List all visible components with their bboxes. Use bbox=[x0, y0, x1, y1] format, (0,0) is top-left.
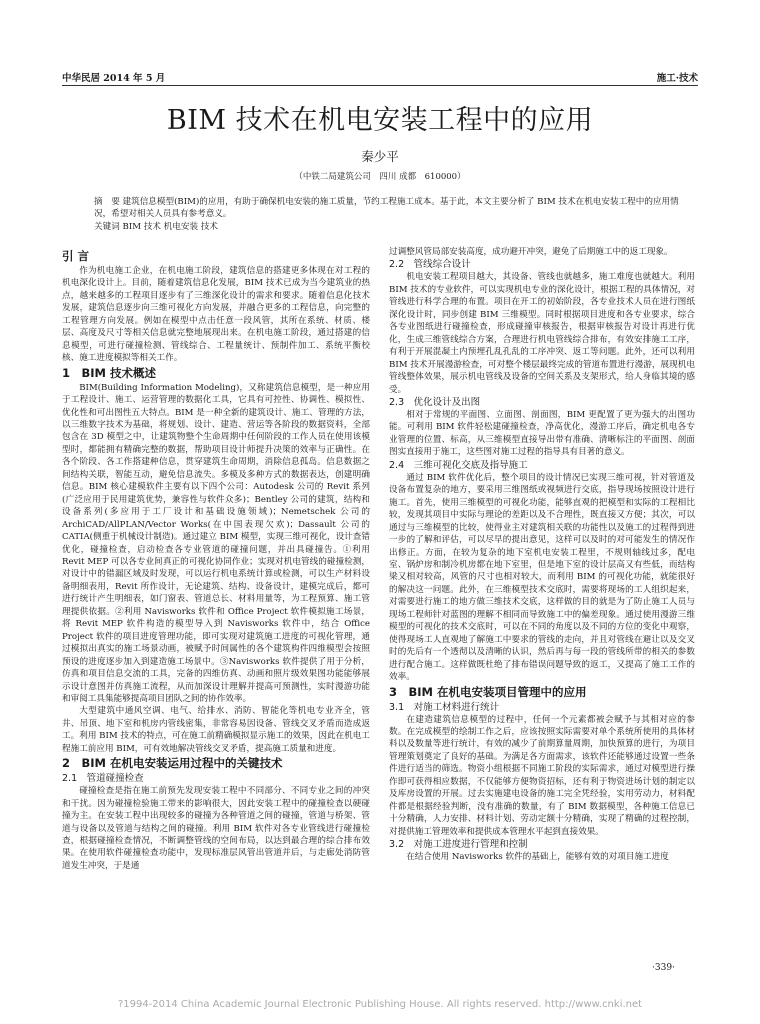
copyright-footer: ?1994-2014 China Academic Journal Electronic Publishing House. All rights reserved. http://www.cnki.net bbox=[117, 999, 643, 1010]
keywords: 关键词 BIM 技术 机电安装 技术 bbox=[94, 222, 218, 232]
subsection-heading: 2.4 三维可视化交底及指导施工 bbox=[389, 459, 528, 471]
paragraph: 在建造建筑信息模型的过程中，任何一个元素都被会赋予与其相对应的参数。在完成模型的绘制工作之后，应该按照实际需要对单个系统所使用的具体材料以及数量等进行统计，有效的减少了前期算量周期，加快预算的进行，为项目管理策划奠定了良好的基础。为满足各方面需求，该软件还能够通过设置一些条件进行适当的筛选。物资小组根据不同施工阶段的实际需求，通过对模型进行操作即可获得相应数据，不仅能够方便物资招标，还有利于物资进场计划的制定以及库房设置的开展。过去实施建电设备的施工完全凭经验，实用劳动力，材料配件都是根据经验判断，没有准确的数量，有了 BIM 数据模型，各种施工信息已十分精确，人力安排、材料计划、劳动定额十分精确，实现了精确的过程控制，对提供施工管理效率和提供成本管理水平起到直接效果。 bbox=[389, 714, 695, 837]
journal-name: 中华民居 2014 年 5 月 bbox=[62, 73, 166, 84]
paragraph: 相对于常规的平面图、立面图、剖面图，BIM 更配置了更为强大的出图功能。可利用 BIM 软件轻松建碰撞检查，净高优化，漫游工序后，确定机电各专业管理的位置、标高，从三维模型直接导出带有准确、清晰标注的平面图、剖面图实直接用于施工，这些图对施工过程的指导具有目著的意义。 bbox=[389, 409, 695, 458]
right-column bbox=[389, 246, 695, 863]
subsection-heading: 2.2 管线综合设计 bbox=[389, 259, 471, 271]
author-name: 秦少平 bbox=[361, 149, 399, 164]
paragraph: 碰撞检查是指在施工前预先发现安装工程中不同部分、不同专业之间的冲突和干扰。因为碰撞检验施工带来的影响很大，因此安装工程中的碰撞检查以硬碰撞为主。在安装工程中出现较多的碰撞为各种管道之间的碰撞，管道与桥架、管道与设备以及管道与结构之间的碰撞。利用 BIM 软件对各专业管线进行碰撞检查，根据碰撞检查情况，不断调整管线的空间布局，以达到最合理的综合排布效果。在使用软件碰撞检查功能中，发现标准层风管出管道并后，与走廊处消防管道发生冲突，于是通 bbox=[62, 786, 370, 871]
section-heading: 引 言 bbox=[62, 249, 90, 263]
paragraph: 机电安装工程项目越大，其设备、管线也就越多，施工难度也就越大。利用 BIM 技术的专业软件，可以实现机电专业的深化设计，根据工程的具体情况，对管线进行科学合理的布置。项目在开工的初始阶段，各专业技术人员在进行图纸深化设计时，同步创建 BIM 三维模型。同时根据项目进度和各专业要求，综合各专业图纸进行碰撞检查，形成碰撞审核报告，根据审核报告对设计再进行优化，生成三维管线综合方案，合理进行机电管线综合排布，有效安排施工工序，有利于开展混凝土内预埋孔乱孔乱的工序冲突、返工等问题。此外，还可以利用 BIM 技术开展漫游检查，可对整个楼层最终完成的管道布置进行漫游，展现机电管线整体效果，展示机电管线及设备的空间关系及支架形式，给人身临其境的感受。 bbox=[389, 272, 695, 395]
paragraph: BIM(Building Information Modeling)，又称建筑信息模型，是一种应用于工程设计、施工、运营管理的数据化工具，它具有可控性、协调性、模拟性、优化性和可出图性五大特点。BIM 是一种全新的建筑设计、施工、管理的方法，以三维数字技术为基础，将规划、设计、建造、营运等各阶段的数据资料，全部包含在 3D 模型之中，让建筑物整个生命周期中任何阶段的工作人员在使用该模型时，都能拥有精确完整的数据，帮助项目设计师提升决策的效率与正确性。在各个阶段、各工作搭建种信息，贯穿建筑生命周期，消除信息孤岛。信息数据之间结构关联，智能互动，避免信息流失。多模及多种方式的数据表达，创建明确信息。BIM 核心建模软件主要有以下四个公司：Autodesk 公司的 Revit 系列(广泛应用于民用建筑优势，兼容性与软件众多)；Bentley 公司的建筑，结构和设备系列(多应用于工厂设计和基础设施领域)；Nemetschek 公司的 ArchiCAD/AllPLAN/Vector Works(在中国表现欠欢)；Dassault 公司的 CATIA(侧重于机械设计制造)。通过建立 BIM 模型，实现三维可视化，设计查错优化，碰撞检查，启动检查各专业管道的碰撞问题，并出具碰撞告。①利用 Revit MEP 可以各专业间真正的可视化协同作业；实现对机电管线的碰撞检测，对设计中的错漏区域及时发现，可以运行机电系统计算或检测，可以生产材料设备明细表用，Revit 所作设计，无论建筑、结构、设备设计，建模完成后，都可进行统计产生明细表，如门窗表、管道总长、材料用量等，为工程预算、施工管理提供依据。②利用 Navisworks 软件和 Office Project 软件模拟施工场景，将 Revit MEP 软件构造的模型导入到 Navisworks 软件中，结合 Office Project 软件的项目进度管理功能，即可实现对建筑施工进度的可视化管理，通过模拟出真实的施工场景动画，被赋予时间属性的各个建筑构件四维模型会按照预设的进度逐步加入到建造施工场景中。③Navisworks 软件提供了用于分析，仿真和项目信息交流的工具，完备的四维仿真、动画和照片级效果图功能能够展示设计意图并仿真施工流程，从而加深设计理解并提高可预测性，实时漫游功能和审阅工具集能够提高项目团队之间的协作效率。 bbox=[62, 382, 370, 704]
abstract: 摘 要 建筑信息模型(BIM)的应用，有助于确保机电安装的施工质量，节约工程施工成本。基于此，本文主要分析了 BIM 技术在机电安装工程中的应用情况，希望对相关人员具有参考意义。 bbox=[94, 197, 679, 220]
paper-title: BIM 技术在机电安装工程中的应用 bbox=[166, 105, 594, 136]
paragraph: 大型建筑中通风空调、电气、给排水、消防、智能化等机电专业齐全，管井、吊顶、地下室和机房内管线密集，非常容易因设备、管线交叉矛盾而造成返工。利用 BIM 技术的特点，可在施工前精确模拟显示施工的效果，因此在机电工程施工前应用 BIM，可有效地解决管线交叉矛盾，提高施工质量和进度。 bbox=[62, 706, 370, 754]
section-heading: 2 BIM 在机电安装运用过程中的关键技术 bbox=[62, 756, 283, 771]
author-affiliation: （中铁二局建筑公司 四川 成都 610000） bbox=[294, 172, 466, 182]
page-number: ·339· bbox=[652, 963, 675, 973]
subsection-heading: 3.1 对施工材料进行统计 bbox=[389, 701, 500, 713]
paragraph: 通过 BIM 软件优化后，整个项目的设计情况已实现三维可视，针对管道及设备布置复杂的地方，要采用三维图纸或视频进行交底，指导现场按照设计进行施工。首先，使用三维模型的可视化功能，能够直观的把模型和实际的工程相比较，发现其项目中实际与理论的差距以及不合理性，既直接又方便；其次，可以通过与三维模型的比较，使得业主对建筑相关联的功能性以及施工的过程得到进一步的了解和评估，可以尽早的提出意见，这样可以及时的对可能发生的情况作出修正。方面，在较为复杂的地下室机电安装工程里，不规则轴线过多，配电室、锅炉房和制冷机房都在地下室里，但是地下室的设计层高又有些低，而结构梁又相对较高，风管的尺寸也相对较大，而利用 BIM 的可视化功能，就能很好的解决这一问题。此外，在三维模型技术交底时，需要将现场的工人组织起来，对需要进行施工的地方做三维技术交底，这样做的目的就是为了防止施工人员与现场工程师针对蓝图的理解不相同而导致施工中的偏差现象。通过使用漫游三维模型的可视化的技术交底时，可以在不同的角度以及不同的方位的变化中观察，使得现场工人直观地了解施工中要求的管线的走向，并且对管线在避让以及交叉时的先后有一个透彻以及清晰的认识，然后再与每一段的管线所带的相关的参数进行配合施工。这样做既杜绝了排布错误问题导致的返工，又提高了施工工作的效率。 bbox=[389, 472, 695, 683]
paragraph: 作为机电施工企业，在机电施工阶段，建筑信息的搭建更多体现在对工程的机电深化设计上。目前，随着建筑信息化发展，BIM 技术已成为当今建筑业的热点，越来越多的工程项目逐步有了三维深化设计的需求和要求。随着信息化技术发展，建筑信息逐步向三维可视化方向发展，并融合更多的工程信息，向完整的工程管理方向发展。例如在模型中点击任意一段风管，其所在系统、材质、楼层、高度及尺寸等相关信息就完整地展现出来。在机电施工阶段，通过搭建的信息模型，可进行碰撞检测、管线综合、工程量统计、预制件加工、系统平衡校核、施工进度模拟等相关工作。 bbox=[62, 266, 370, 364]
running-header bbox=[62, 70, 698, 84]
paragraph: 过调整风管局部安装高度，成功避开冲突，避免了后期施工中的返工现象。 bbox=[389, 247, 673, 257]
header-rule bbox=[62, 85, 698, 86]
paragraph: 在结合使用 Navisworks 软件的基础上，能够有效的对项目施工进度 bbox=[406, 852, 669, 863]
section-heading: 1 BIM 技术概述 bbox=[62, 365, 156, 380]
section-name: 施工·技术 bbox=[656, 73, 698, 84]
subsection-heading: 2.3 优化设计及出图 bbox=[389, 396, 481, 408]
subsection-heading: 3.2 对施工进度进行管理和控制 bbox=[389, 839, 528, 851]
subsection-heading: 2.1 管道碰撞检查 bbox=[62, 773, 144, 785]
left-column bbox=[62, 248, 370, 872]
section-heading: 3 BIM 在机电安装项目管理中的应用 bbox=[389, 684, 587, 699]
